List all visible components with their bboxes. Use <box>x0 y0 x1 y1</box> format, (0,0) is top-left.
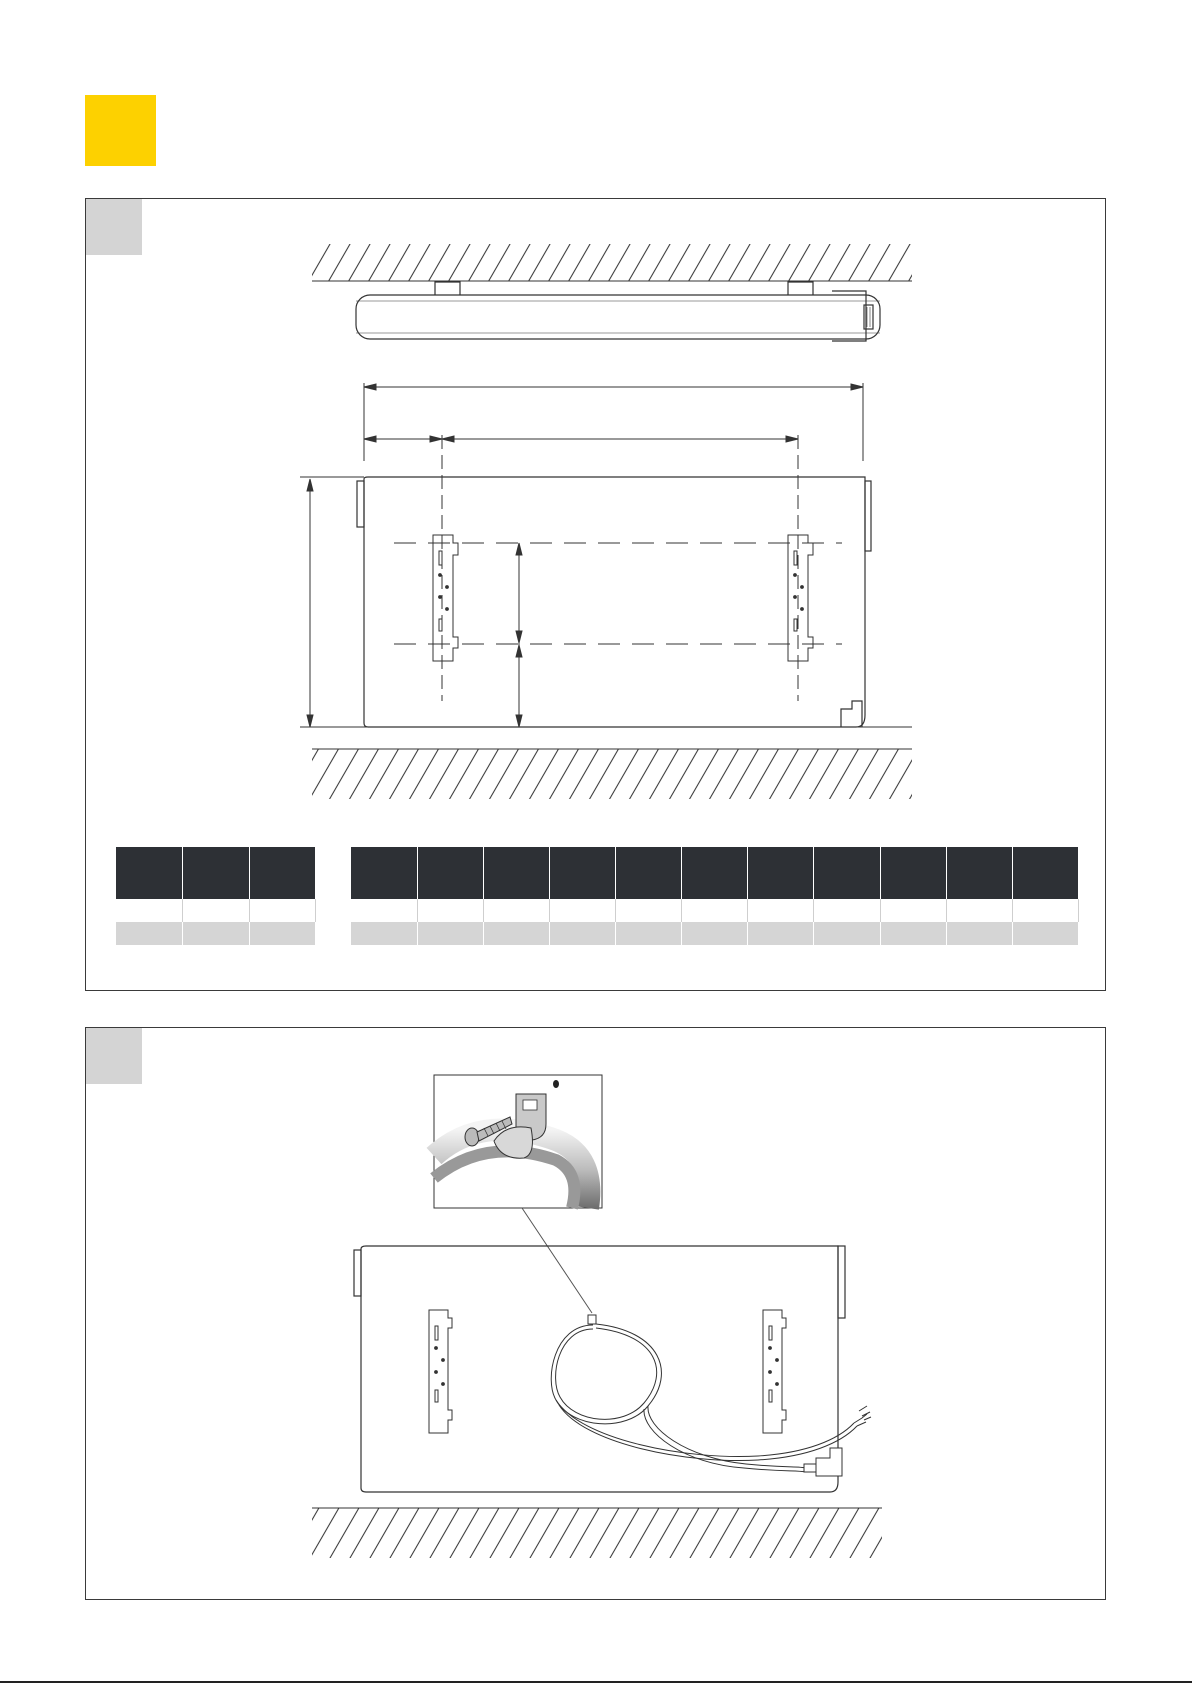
floor-hatch-icon <box>312 1508 882 1558</box>
wall-hatch-icon <box>312 244 912 281</box>
mounting-bracket-icon <box>429 1310 786 1433</box>
table-left-cell <box>116 922 183 945</box>
table-right-cell <box>682 899 748 922</box>
table-right-cell <box>616 922 682 945</box>
table-right-cell <box>351 899 417 922</box>
table-right-header-cell <box>351 847 417 899</box>
section-marker-square <box>85 95 156 166</box>
table-left-cell <box>183 899 250 922</box>
table-right-cell <box>351 922 417 945</box>
footer-rule <box>0 1681 1192 1683</box>
step-2-drawing <box>86 1028 1105 1599</box>
table-right-cell <box>682 922 748 945</box>
table-right-header-cell <box>417 847 483 899</box>
detail-callout-line <box>522 1208 592 1313</box>
table-right-header-cell <box>946 847 1012 899</box>
step-2-panel <box>85 1027 1106 1600</box>
table-left-cell <box>249 922 316 945</box>
table-left-header-cell <box>249 847 316 899</box>
table-right-cell <box>946 922 1012 945</box>
spec-table-left <box>116 847 316 945</box>
table-right-cell <box>748 899 814 922</box>
table-right-cell <box>748 922 814 945</box>
step-1-panel <box>85 198 1106 991</box>
table-right-header-cell <box>880 847 946 899</box>
table-right-header-cell <box>814 847 880 899</box>
table-right-cell <box>880 899 946 922</box>
table-right-header-cell <box>682 847 748 899</box>
spec-table-right <box>351 847 1079 945</box>
table-right-header-cell <box>549 847 615 899</box>
table-left-header-cell <box>183 847 250 899</box>
table-right-cell <box>814 922 880 945</box>
table-right-header-cell <box>616 847 682 899</box>
table-right-cell <box>417 899 483 922</box>
table-right-cell <box>616 899 682 922</box>
table-left-cell <box>116 899 183 922</box>
front-view-heater-drawing <box>357 477 871 727</box>
table-right-header-cell <box>483 847 549 899</box>
table-left-header-cell <box>116 847 183 899</box>
table-right-cell <box>814 899 880 922</box>
side-view-heater-drawing <box>356 282 880 341</box>
table-right-cell <box>483 922 549 945</box>
dimension-lines <box>300 383 863 727</box>
table-right-cell <box>549 899 615 922</box>
table-right-cell <box>417 922 483 945</box>
table-right-cell <box>549 922 615 945</box>
table-right-header-cell <box>1012 847 1078 899</box>
table-left-cell <box>183 922 250 945</box>
table-right-header-cell <box>748 847 814 899</box>
table-right-cell <box>946 899 1012 922</box>
table-right-cell <box>880 922 946 945</box>
cable-coil-icon <box>551 1315 871 1472</box>
table-right-cell <box>1012 922 1078 945</box>
table-right-cell <box>483 899 549 922</box>
mounting-bracket-icon <box>433 535 813 661</box>
table-right-cell <box>1012 899 1078 922</box>
table-left-cell <box>249 899 316 922</box>
floor-hatch-icon <box>300 727 912 799</box>
cable-clip-detail-icon <box>434 1075 602 1208</box>
